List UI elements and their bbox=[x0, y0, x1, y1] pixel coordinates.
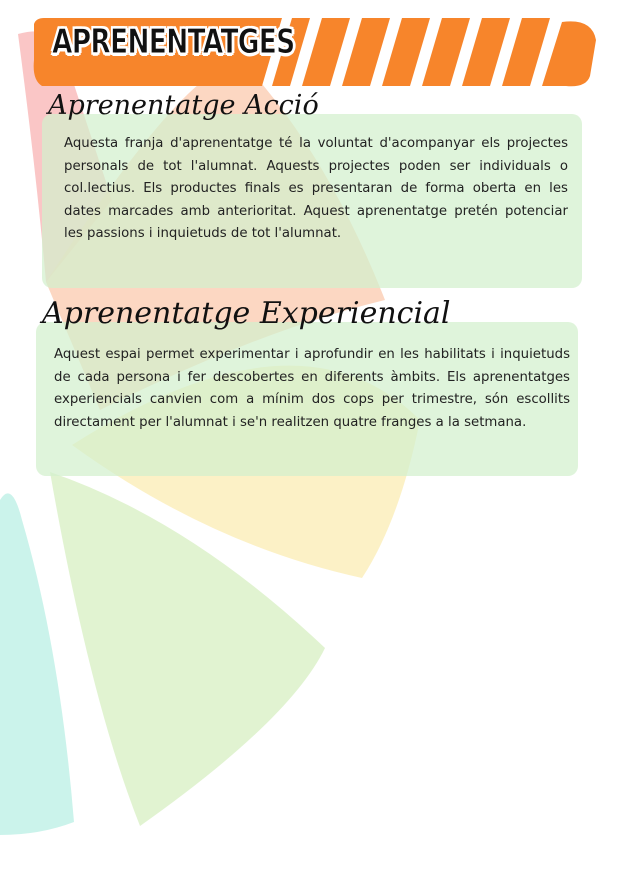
section-body-accio: Aquesta franja d'aprenentatge té la voluntat d'acompanyar els projectes personals de tot l'alumnat. Aquests projectes poden ser individuals o col.lectius. Els productes finals es presentaran de forma oberta en les dates marcades amb anterioritat. Aquest aprenentatge pretén potenciar les passions i inquietuds de tot l'alumnat. bbox=[64, 136, 568, 241]
section-body-experiencial: Aquest espai permet experimentar i aprofundir en les habilitats i inquietuds de cada persona i fer descobertes en diferents àmbits. Els aprenentatges experiencials canvien com a mínim dos cops per trimestre, són escollits directament per l'alumnat i se'n realitzen quatre franges a la setmana. bbox=[54, 347, 570, 430]
banner-title: APRENENTATGES bbox=[52, 22, 295, 62]
petal-teal bbox=[0, 493, 74, 835]
section-heading-experiencial: Aprenentatge Experiencial bbox=[42, 296, 451, 331]
section-heading-accio: Aprenentatge Acció bbox=[48, 90, 319, 121]
